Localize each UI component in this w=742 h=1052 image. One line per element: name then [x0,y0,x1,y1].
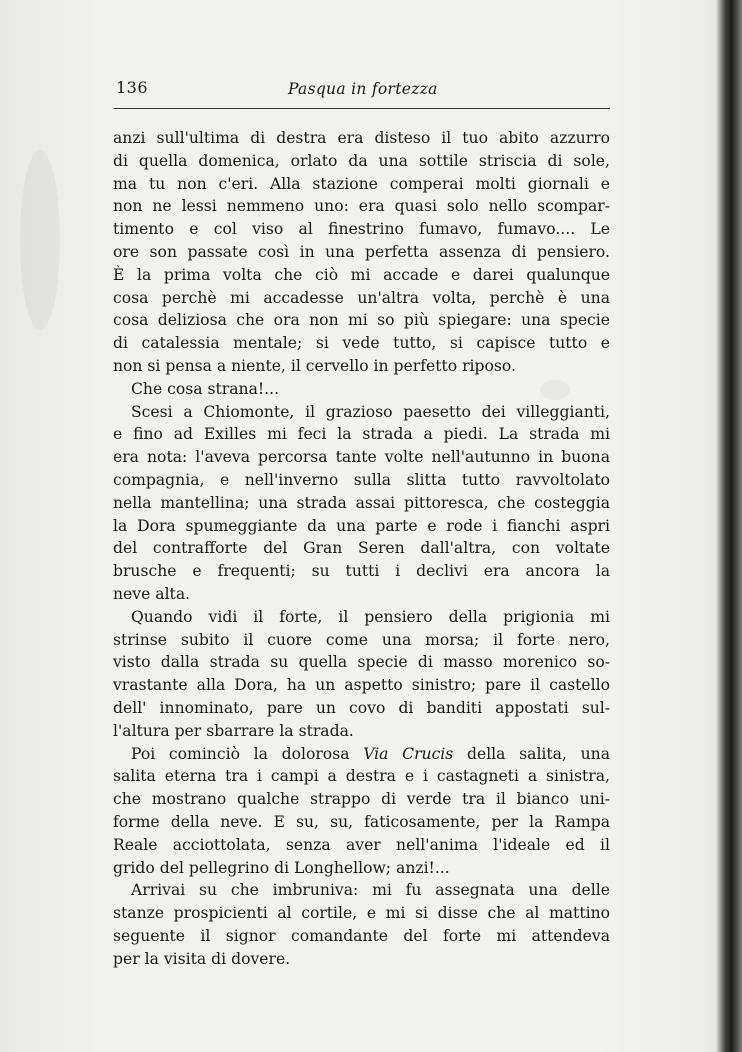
italic-title: Via Crucis [363,744,454,763]
body-text [113,127,610,970]
text-line [113,743,610,766]
text-line: nella mantellina; una strada assai pittoresca, che costeggia [113,493,610,512]
text-line: cosa perchè mi accadesse un'altra volta, perchè è una [113,288,610,307]
text-line: l'altura per sbarrare la strada. [113,721,354,740]
text-line: anzi sull'ultima di destra era disteso il tuo abito azzurro [113,129,610,147]
text-line: È la prima volta che ciò mi accade e darei qualunque [113,265,610,284]
text-line: Reale acciottolata, senza aver nell'anima l'ideale ed il [113,835,610,854]
text-line: dell' innominato, pare un covo di banditi appostati sul- [113,698,610,717]
text-line: visto dalla strada su quella specie di masso morenico so- [113,653,610,672]
text-line: salita eterna tra i campi a destra e i castagneti a sinistra, [113,767,610,786]
binding-edge [716,0,742,1052]
text-line: non ne lessi nemmeno uno: era quasi solo nello scompar- [113,197,610,216]
text-line: ore son passate così in una perfetta assenza di pensiero. [113,242,610,261]
running-title: Pasqua in fortezza [288,80,438,98]
text-line: brusche e frequenti; su tutti i declivi era ancora la [113,562,610,581]
text-line: compagnia, e nell'inverno sulla slitta tutto ravvoltolato [113,470,610,489]
text-line: seguente il signor comandante del forte mi attendeva [113,926,610,945]
text-line: e fino ad Exilles mi feci la strada a piedi. La strada mi [113,425,610,444]
text-line: del contrafforte del Gran Seren dall'altra, con voltate [113,539,610,558]
text-line: timento e col viso al finestrino fumavo, fumavo.... Le [113,220,610,239]
text-line: era nota: l'aveva percorsa tante volte nell'autunno in buona [113,448,610,467]
text-line: neve alta. [113,584,191,603]
header-rule [114,108,610,109]
text-line: di catalessia mentale; si vede tutto, si capisce tutto e [113,334,610,353]
text-line: per la visita di dovere. [113,949,291,968]
text-line: stanze prospicienti al cortile, e mi si disse che al mattino [113,904,610,923]
text-span: della salita, una [466,744,610,763]
text-line: ma tu non c'eri. Alla stazione comperai molti giornali e [113,174,610,193]
text-line: non si pensa a niente, il cervello in perfetto riposo. [113,356,516,375]
text-line: strinse subito il cuore come una morsa; il forte nero, [113,630,610,649]
text-span: Poi cominciò la dolorosa [131,744,350,763]
paper-stain [20,150,60,330]
text-line: Quando vidi il forte, il pensiero della prigionia mi [131,607,610,626]
text-line: grido del pellegrino di Longhellow; anzi!... [113,858,450,877]
text-line: Che cosa strana!... [131,379,280,398]
text-line: vrastante alla Dora, ha un aspetto sinistro; pare il castello [113,676,610,695]
page-number: 136 [116,78,149,97]
text-line: che mostrano qualche strappo di verde tra il bianco uni- [113,790,610,809]
text-line: la Dora spumeggiante da una parte e rode i fianchi aspri [113,516,610,535]
text-line: Scesi a Chiomonte, il grazioso paesetto dei villeggianti, [131,402,610,421]
text-line: di quella domenica, orlato da una sottile striscia di sole, [113,151,610,170]
text-line: forme della neve. E su, su, faticosamente, per la Rampa [113,812,610,831]
page-header [116,76,610,102]
text-line: Arrivai su che imbruniva: mi fu assegnata una delle [131,881,610,900]
text-line: cosa deliziosa che ora non mi so più spiegare: una specie [113,311,610,330]
